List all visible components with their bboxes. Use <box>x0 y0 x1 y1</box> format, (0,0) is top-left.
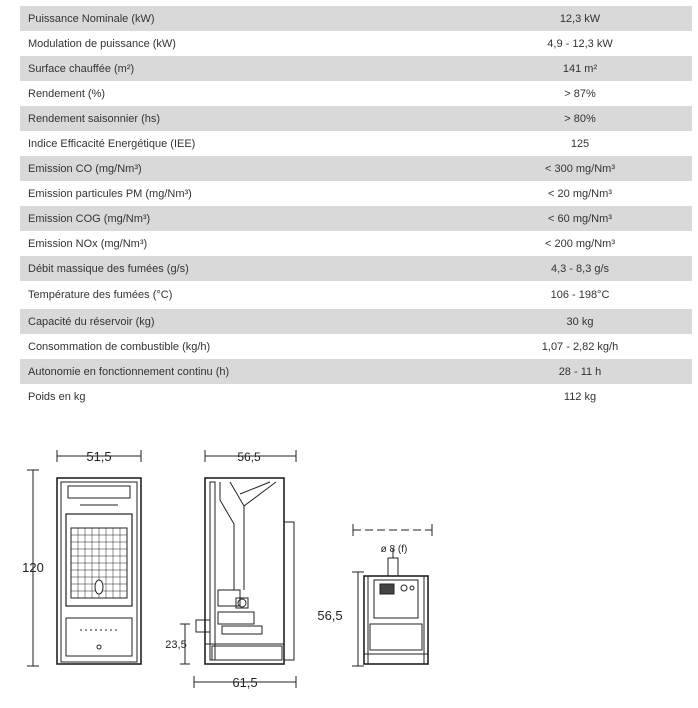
spec-label: Emission particules PM (mg/Nm³) <box>28 187 192 200</box>
spec-value: 106 - 198°C <box>550 289 610 301</box>
spec-label: Emission CO (mg/Nm³) <box>20 156 478 181</box>
spec-label: Autonomie en fonctionnement continu (h) <box>20 359 478 384</box>
spec-table <box>20 6 692 409</box>
spec-row <box>20 106 692 131</box>
spec-value: 4,9 - 12,3 kW <box>547 37 613 50</box>
side-bottom-depth-label: 61,5 <box>232 675 258 690</box>
rear-flue-diameter-label: ø 8 (f) <box>380 544 408 555</box>
spec-value: 141 m² <box>478 56 692 81</box>
spec-label: Température des fumées (°C) <box>28 289 173 301</box>
side-outlet-height-label: 23,5 <box>165 639 187 651</box>
front-view <box>27 450 141 666</box>
spec-value: 12,3 kW <box>478 6 692 31</box>
spec-row <box>20 231 692 256</box>
spec-label: Rendement (%) <box>28 87 106 100</box>
spec-row <box>20 131 692 156</box>
spec-row <box>20 384 692 409</box>
spec-value: < 200 mg/Nm³ <box>545 237 615 250</box>
spec-value: 4,3 - 8,3 g/s <box>478 256 692 281</box>
rear-height-label: 56,5 <box>317 608 343 623</box>
spec-value: > 80% <box>478 106 692 131</box>
spec-row <box>20 256 692 281</box>
front-width-label: 51,5 <box>86 449 112 464</box>
spec-label: Emission COG (mg/Nm³) <box>20 206 478 231</box>
spec-value: < 20 mg/Nm³ <box>548 187 612 200</box>
spec-row <box>20 309 692 334</box>
spec-row <box>20 206 692 231</box>
spec-label: Modulation de puissance (kW) <box>28 37 176 50</box>
spec-label: Indice Efficacité Energétique (IEE) <box>28 137 196 150</box>
spec-row <box>20 359 692 384</box>
spec-value: 30 kg <box>478 309 692 334</box>
spec-value: 112 kg <box>563 390 597 403</box>
side-top-depth-label: 56,5 <box>237 450 261 464</box>
spec-row <box>20 6 692 31</box>
spec-row <box>20 334 692 359</box>
spec-label: Consommation de combustible (kg/h) <box>28 340 211 353</box>
spec-row <box>20 156 692 181</box>
side-view <box>180 450 296 688</box>
spec-value: 28 - 11 h <box>478 359 692 384</box>
spec-value: > 87% <box>564 87 596 100</box>
spec-row <box>20 181 692 206</box>
spec-label: Capacité du réservoir (kg) <box>20 309 478 334</box>
spec-value: < 300 mg/Nm³ <box>478 156 692 181</box>
technical-drawing <box>0 430 698 708</box>
spec-label: Puissance Nominale (kW) <box>20 6 478 31</box>
spec-row <box>20 31 692 56</box>
spec-row <box>20 81 692 106</box>
spec-value: 125 <box>570 137 590 150</box>
spec-label: Débit massique des fumées (g/s) <box>20 256 478 281</box>
spec-label: Rendement saisonnier (hs) <box>20 106 478 131</box>
spec-label: Surface chauffée (m²) <box>20 56 478 81</box>
front-height-label: 120 <box>22 560 44 575</box>
spec-row <box>20 56 692 81</box>
spec-value: < 60 mg/Nm³ <box>478 206 692 231</box>
spec-label: Poids en kg <box>28 390 86 403</box>
spec-value: 1,07 - 2,82 kg/h <box>541 340 619 353</box>
spec-label: Emission NOx (mg/Nm³) <box>28 237 148 250</box>
spec-row <box>20 281 692 309</box>
